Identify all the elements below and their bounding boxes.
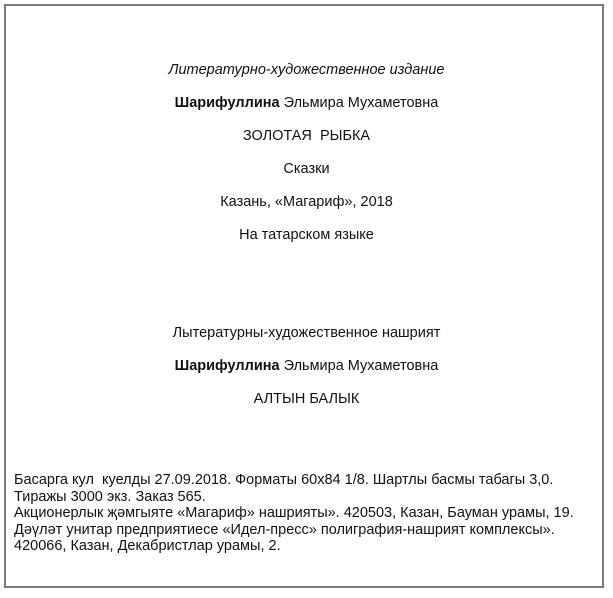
tatar-genre: Лытературны-художественное нашрият <box>172 325 441 341</box>
tatar-author-surname: Шарифуллина <box>174 358 280 374</box>
russian-genre: Литературно-художественное издание <box>168 62 445 78</box>
russian-publisher-line: Казань, «Магариф», 2018 <box>220 194 393 210</box>
imprint-line: 420066, Казан, Декабристлар урамы, 2. <box>14 538 281 555</box>
russian-language-note: На татарском языке <box>239 227 374 243</box>
imprint-line: Акционерлык җәмгыяте «Магариф» нашрияты». 420503, Казан, Бауман урамы, 19. <box>14 505 574 522</box>
tatar-title: АЛТЫН БАЛЫК <box>253 391 360 407</box>
russian-author-surname: Шарифуллина <box>174 95 280 111</box>
russian-subtitle: Сказки <box>283 161 330 177</box>
imprint-line: Тиражы 3000 экз. Заказ 565. <box>14 488 206 505</box>
imprint-line: Басарга кул куелды 27.09.2018. Форматы 60х84 1/8. Шартлы басмы табагы 3,0. <box>14 472 554 488</box>
imprint-block <box>14 472 599 555</box>
russian-author-given: Эльмира Мухаметовна <box>283 95 439 111</box>
imprint-line: Дәүләт унитар предприятиесе «Идел-пресс» полиграфия-нашрият комплексы». <box>14 521 555 538</box>
russian-title: ЗОЛОТАЯ РЫБКА <box>242 128 371 144</box>
russian-author <box>0 94 613 112</box>
tatar-author-given: Эльмира Мухаметовна <box>283 358 439 374</box>
tatar-author <box>0 357 613 375</box>
